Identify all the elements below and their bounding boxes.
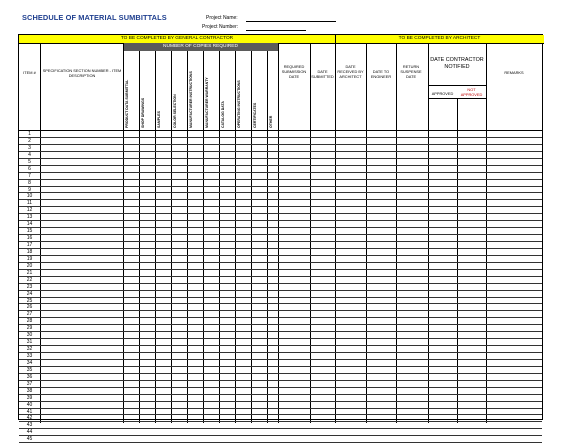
- row-number: 45: [26, 436, 33, 443]
- row-number: 12: [26, 207, 33, 214]
- table-row[interactable]: [19, 332, 542, 339]
- remarks-header: REMARKS: [504, 70, 524, 75]
- table-row[interactable]: [19, 242, 542, 249]
- row-number: 18: [26, 248, 33, 255]
- row-number: 43: [26, 422, 33, 429]
- table-row[interactable]: [19, 145, 542, 152]
- project-name-label: Project Name:: [206, 15, 238, 21]
- table-row[interactable]: [19, 388, 542, 395]
- date-submitted-header: DATE SUBMITTED: [311, 69, 334, 79]
- table-row[interactable]: [19, 228, 542, 235]
- table-row[interactable]: [19, 402, 542, 409]
- row-number: 29: [26, 325, 33, 332]
- copies-header-6: MANUFACTURER WARRANTY: [205, 77, 209, 128]
- table-row[interactable]: [19, 422, 542, 429]
- table-row[interactable]: [19, 207, 542, 214]
- table-row[interactable]: [19, 249, 542, 256]
- row-number: 17: [26, 242, 33, 248]
- copies-header-10: OTHER: [269, 115, 273, 128]
- row-number: 35: [26, 366, 33, 373]
- copies-header-4: COLOR SELECTION: [173, 94, 177, 128]
- table-row[interactable]: [19, 395, 542, 402]
- item-header: ITEM #: [23, 70, 36, 75]
- table-row[interactable]: [19, 436, 542, 443]
- row-number: 6: [28, 165, 31, 172]
- table-row[interactable]: [19, 166, 542, 173]
- table-row[interactable]: [19, 138, 542, 145]
- table-row[interactable]: [19, 339, 542, 346]
- row-number: 34: [26, 359, 33, 366]
- row-number: 40: [26, 401, 33, 408]
- table-row[interactable]: [19, 152, 542, 159]
- row-number: 11: [26, 200, 33, 207]
- table-row[interactable]: [19, 263, 542, 270]
- contractor-banner: TO BE COMPLETED BY GENERAL CONTRACTOR: [19, 35, 335, 44]
- architect-banner: TO BE COMPLETED BY ARCHITECT: [335, 35, 544, 44]
- row-number: 28: [26, 318, 33, 325]
- row-number: 30: [26, 332, 33, 339]
- return-date-header: RETURN SUSPENSE DATE: [400, 64, 422, 79]
- row-number: 2: [28, 137, 31, 144]
- table-row[interactable]: [19, 415, 542, 422]
- row-number: 21: [26, 269, 33, 276]
- row-number: 24: [26, 290, 33, 297]
- row-number: 8: [28, 179, 31, 186]
- row-number: 39: [26, 394, 33, 401]
- row-number: 15: [26, 228, 33, 235]
- table-row[interactable]: [19, 200, 542, 207]
- table-row[interactable]: [19, 298, 542, 305]
- row-number: 10: [26, 193, 33, 200]
- project-name-field[interactable]: [246, 21, 336, 22]
- table-row[interactable]: [19, 360, 542, 367]
- row-number: 38: [26, 387, 33, 394]
- table-row[interactable]: [19, 221, 542, 228]
- table-row[interactable]: [19, 318, 542, 325]
- row-number: 20: [26, 262, 33, 269]
- date-received-header: DATE RECEIVED BY ARCHITECT: [337, 64, 364, 79]
- row-number: 9: [28, 186, 31, 193]
- table-row[interactable]: [19, 304, 542, 311]
- table-row[interactable]: [19, 235, 542, 242]
- row-number: 22: [26, 276, 33, 283]
- date-engineer-header: DATE TO ENGINEER: [370, 69, 392, 79]
- table-body: [19, 131, 542, 443]
- table-row[interactable]: [19, 180, 542, 187]
- not-approved-header: NOT APPROVED: [460, 87, 483, 97]
- table-row[interactable]: [19, 256, 542, 263]
- row-number: 32: [26, 346, 33, 353]
- copies-header-2: SHOP DRAWINGS: [141, 97, 145, 128]
- notified-divider: [428, 85, 486, 86]
- table-row[interactable]: [19, 429, 542, 436]
- table-row[interactable]: [19, 291, 542, 298]
- row-number: 16: [26, 235, 33, 242]
- row-number: 44: [26, 429, 33, 436]
- row-number: 26: [26, 304, 33, 311]
- table-row[interactable]: [19, 353, 542, 360]
- row-number: 33: [26, 353, 33, 359]
- table-row[interactable]: [19, 187, 542, 194]
- table-row[interactable]: [19, 346, 542, 353]
- table-row[interactable]: [19, 173, 542, 180]
- row-number: 25: [26, 297, 33, 304]
- table-row[interactable]: [19, 193, 542, 200]
- row-number: 23: [26, 283, 33, 290]
- table-row[interactable]: [19, 367, 542, 374]
- row-number: 27: [26, 311, 33, 318]
- copies-header-5: MANUFACTURER INSTRUCTIONS: [189, 71, 193, 128]
- page-title: SCHEDULE OF MATERIAL SUMBITTALS: [22, 13, 167, 22]
- table-row[interactable]: [19, 159, 542, 166]
- row-number: 7: [28, 172, 31, 179]
- copies-required-banner: NUMBER OF COPIES REQUIRED: [123, 43, 278, 51]
- copies-header-8: OPERATING INSTRUCTIONS: [237, 80, 241, 128]
- table-row[interactable]: [19, 131, 542, 138]
- approved-header: APPROVED: [431, 91, 454, 96]
- row-number: 37: [26, 380, 33, 387]
- row-number: 36: [26, 373, 33, 380]
- row-number: 42: [26, 415, 33, 422]
- row-number: 19: [26, 255, 33, 262]
- table-row[interactable]: [19, 284, 542, 291]
- row-number: 4: [28, 151, 31, 158]
- required-date-header: REQUIRED SUBMISSION DATE: [281, 64, 307, 79]
- copies-header-7: CATALOG DATA: [221, 101, 225, 128]
- table-row[interactable]: [19, 277, 542, 284]
- table-row[interactable]: [19, 374, 542, 381]
- row-number: 41: [26, 408, 33, 415]
- notified-header: DATE CONTRACTOR NOTIFIED: [430, 57, 484, 70]
- table-row[interactable]: [19, 409, 542, 416]
- copies-header-3: SAMPLES: [157, 111, 161, 128]
- copies-header-9: CERTIFICATES: [253, 102, 257, 128]
- table-row[interactable]: [19, 381, 542, 388]
- submittal-table: [18, 34, 543, 443]
- table-row[interactable]: [19, 311, 542, 318]
- table-row[interactable]: [19, 270, 542, 277]
- copies-header-1: PRODUCT DATA SUBMITTAL: [125, 79, 129, 128]
- project-number-label: Project Number:: [202, 24, 239, 30]
- row-number: 3: [28, 144, 31, 151]
- table-row[interactable]: [19, 325, 542, 332]
- project-number-field[interactable]: [246, 30, 306, 31]
- row-number: 13: [26, 214, 33, 221]
- row-number: 5: [28, 158, 31, 165]
- row-number: 1: [28, 131, 31, 137]
- row-number: 31: [26, 339, 33, 346]
- table-row[interactable]: [19, 214, 542, 221]
- spec-header: SPECIFICATION SECTION NUMBER - ITEM DESCRIPTION: [42, 68, 122, 78]
- row-number: 14: [26, 221, 33, 228]
